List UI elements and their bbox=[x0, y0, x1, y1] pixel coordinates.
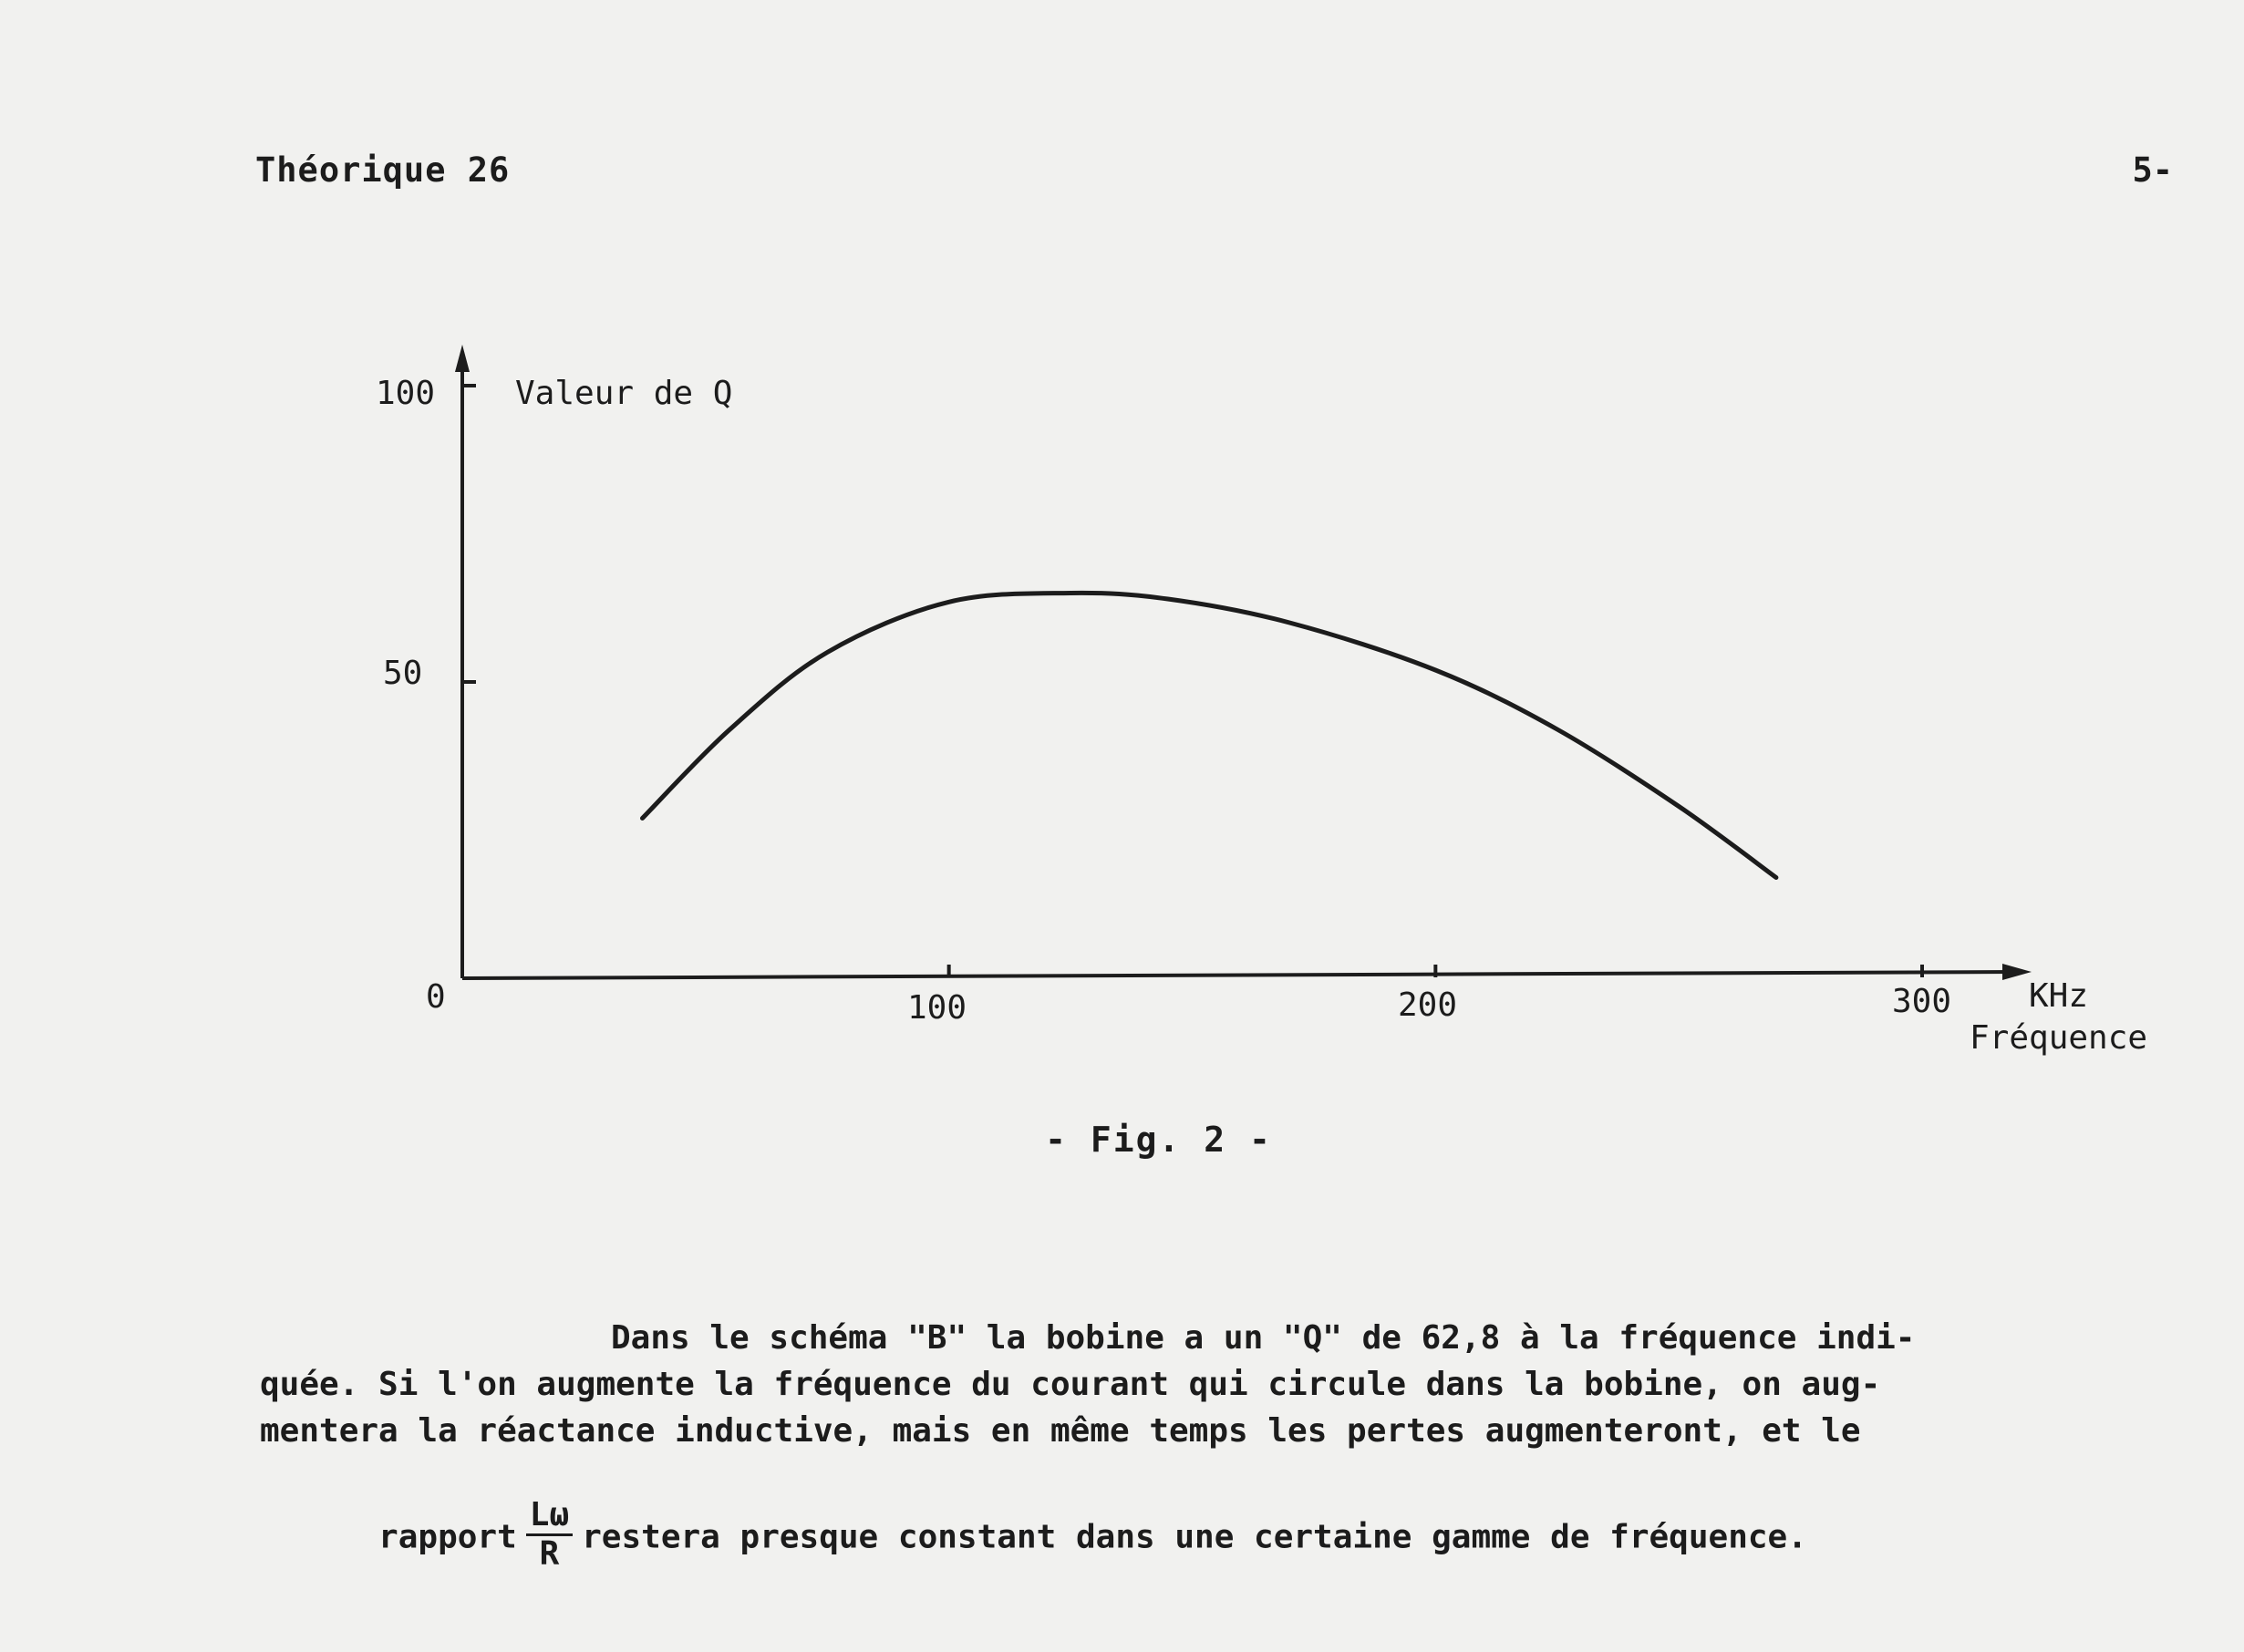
paragraph-line-4 bbox=[260, 1454, 2156, 1623]
paragraph-line-1: Dans le schéma "B" la bobine a un "Q" de 62,8 à la fréquence indi- bbox=[611, 1319, 1916, 1357]
x-axis-label: Fréquence bbox=[1970, 1019, 2148, 1057]
x-tick-label-0: 0 bbox=[426, 978, 446, 1016]
paragraph-line-4-suffix: restera presque constant dans une certaine gamme de fréquence. bbox=[582, 1518, 1807, 1556]
y-tick-label-50: 50 bbox=[383, 655, 423, 692]
paragraph-line-2: quée. Si l'on augmente la fréquence du courant qui circule dans la bobine, on aug- bbox=[260, 1366, 1881, 1403]
paragraph-line-3: mentera la réactance inductive, mais en même temps les pertes augmenteront, et le bbox=[260, 1412, 1861, 1450]
y-tick-label-100: 100 bbox=[376, 375, 436, 412]
page-number: 5- bbox=[2132, 150, 2173, 190]
x-tick-label-100: 100 bbox=[907, 989, 967, 1027]
x-tick-label-200: 200 bbox=[1398, 986, 1458, 1024]
paragraph-line-4-prefix: rapport bbox=[378, 1518, 517, 1556]
l-omega-over-r-fraction bbox=[526, 1497, 573, 1573]
x-tick-label-300: 300 bbox=[1892, 983, 1952, 1020]
fraction-numerator: Lω bbox=[526, 1497, 573, 1536]
y-axis-label: Valeur de Q bbox=[515, 375, 733, 412]
q-curve-line bbox=[643, 593, 1776, 877]
y-axis-arrow bbox=[455, 345, 470, 372]
x-axis bbox=[462, 972, 2017, 978]
page-header-title: Théorique 26 bbox=[255, 150, 511, 190]
axis-ticks bbox=[462, 386, 1922, 977]
body-paragraph bbox=[260, 1315, 2156, 1623]
figure-caption: - Fig. 2 - bbox=[1045, 1120, 1272, 1160]
x-axis-arrow bbox=[2002, 964, 2032, 980]
fraction-denominator: R bbox=[539, 1535, 560, 1573]
x-axis-unit: KHz bbox=[2029, 977, 2089, 1015]
